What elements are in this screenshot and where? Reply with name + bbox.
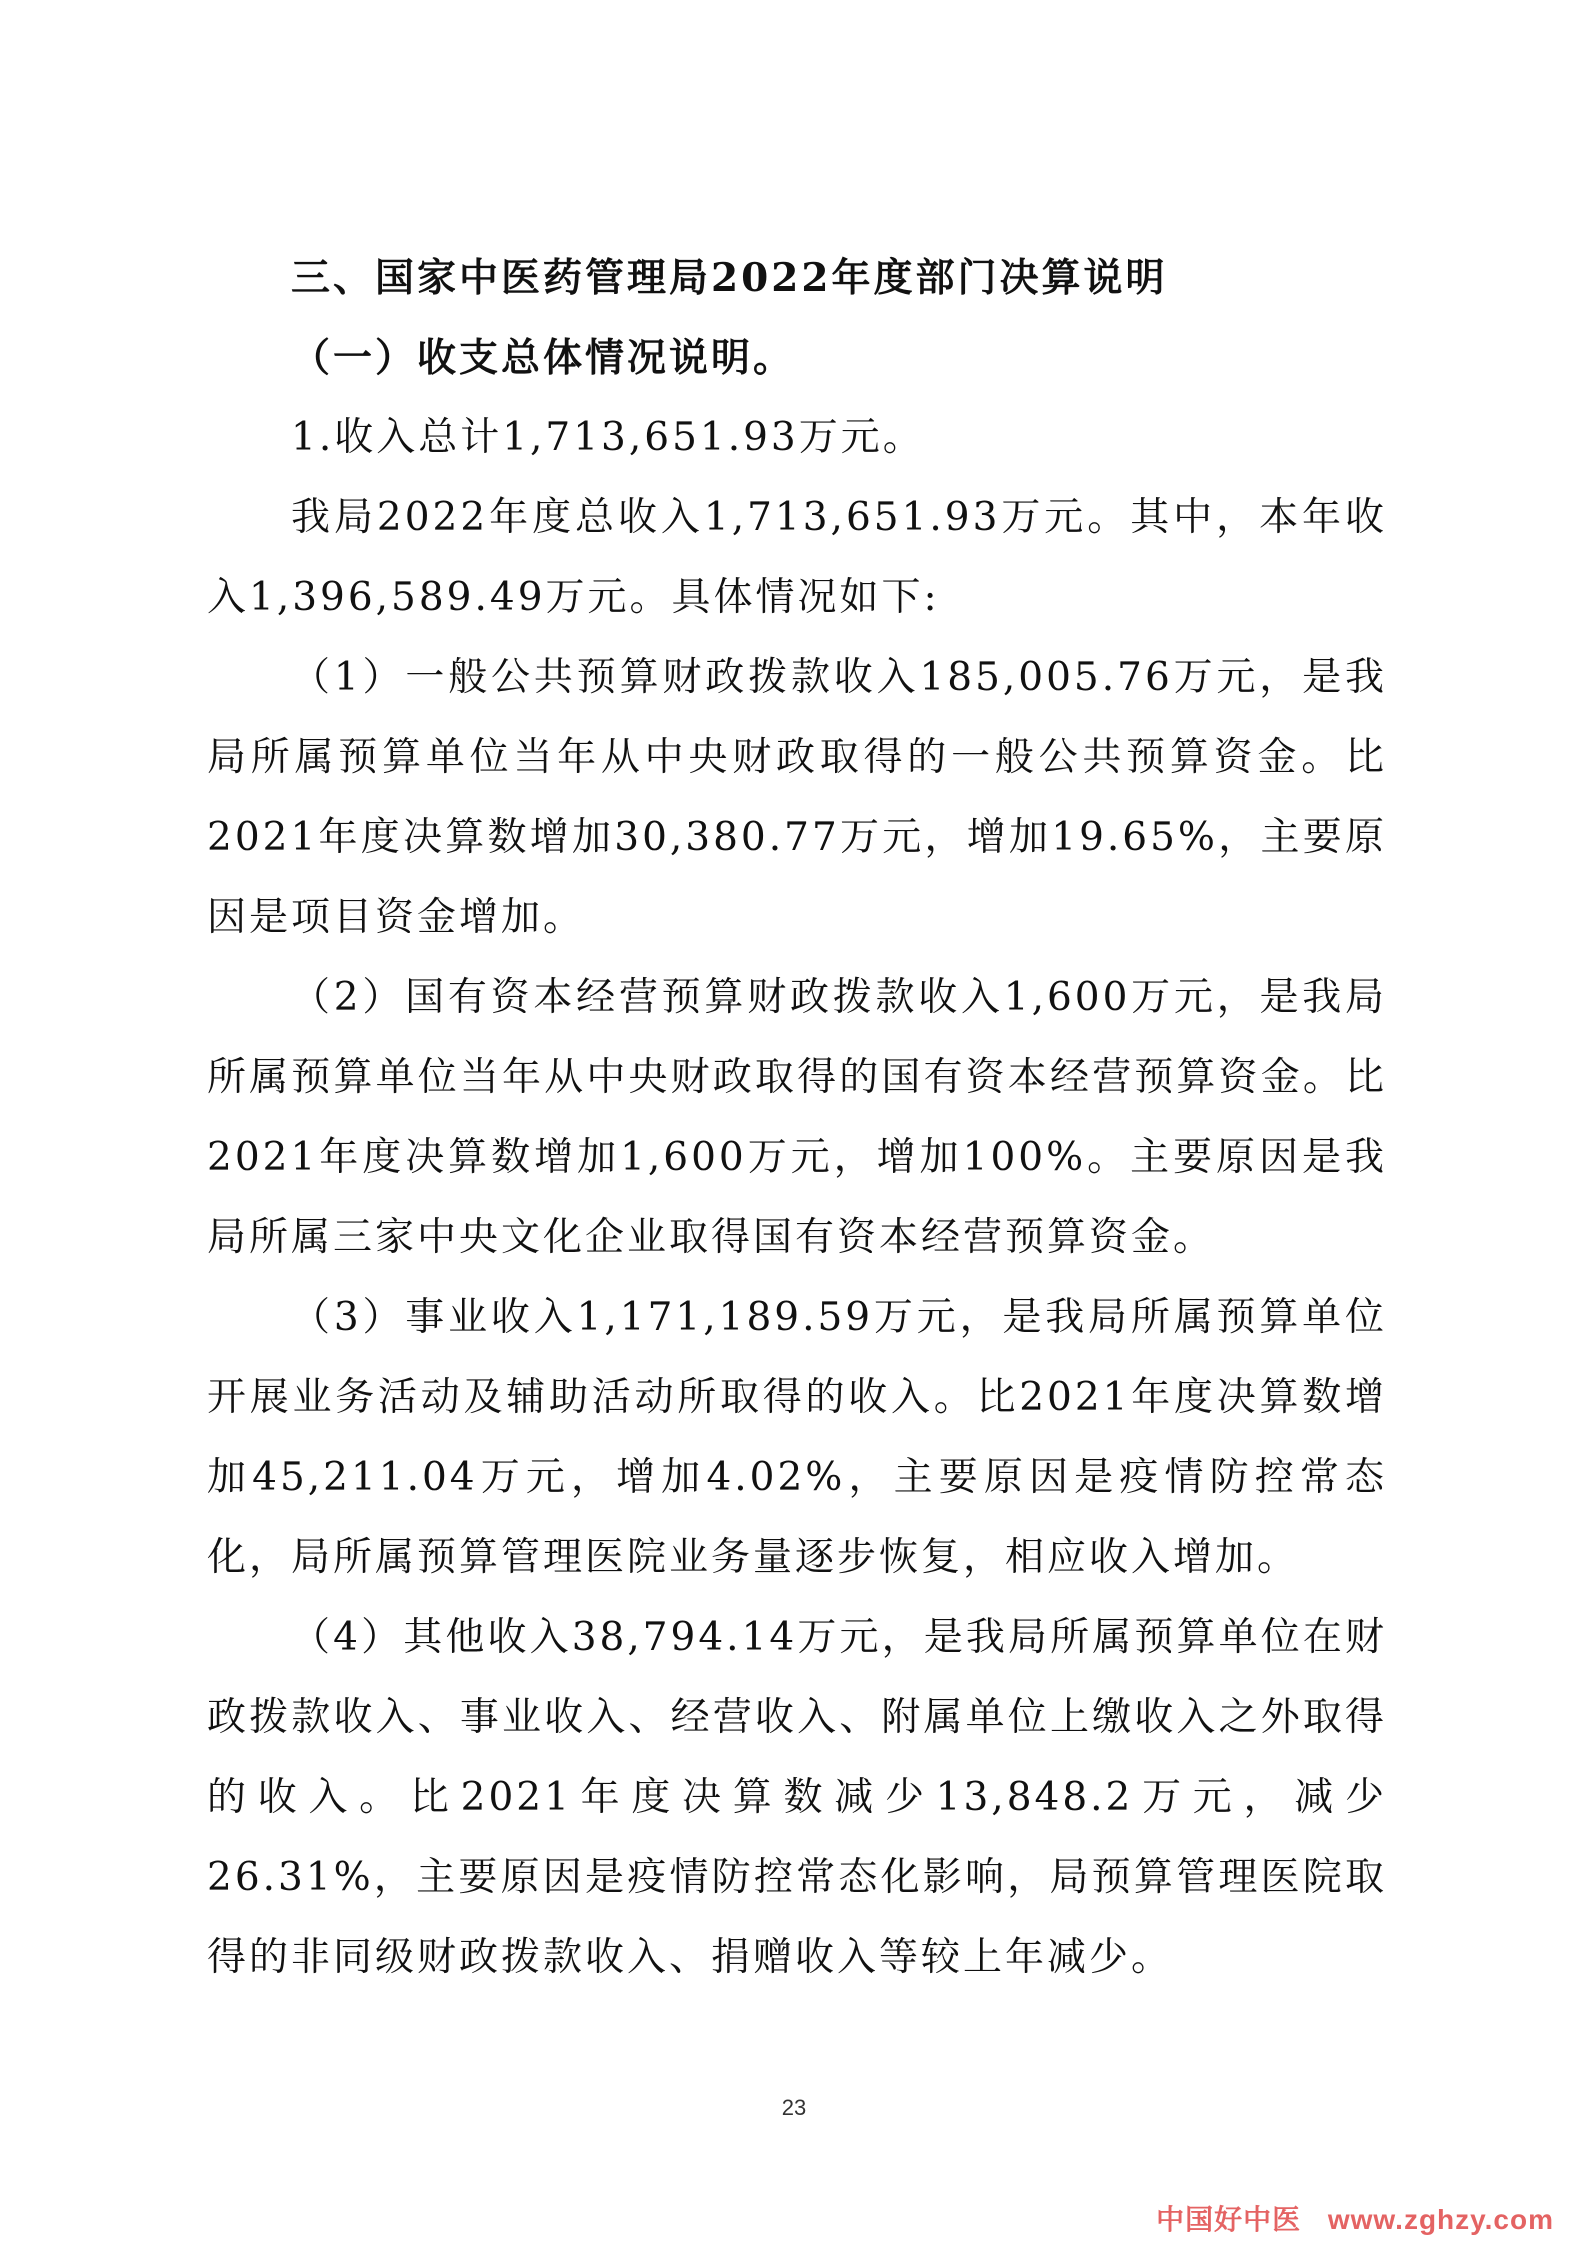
business-income-paragraph: （3）事业收入1,171,189.59万元，是我局所属预算单位开展业务活动及辅助活动所取得的收入。比2021年度决算数增加45,211.04万元，增加4.02%，主要原因是疫情防控常态化，局所属预算管理医院业务量逐步恢复，相应收入增加。 (207, 1295, 1387, 1580)
general-budget-paragraph: （1）一般公共预算财政拨款收入185,005.76万元，是我局所属预算单位当年从中央财政取得的一般公共预算资金。比2021年度决算数增加30,380.77万元，增加19.65%，主要原因是项目资金增加。 (207, 655, 1387, 940)
other-income-paragraph: （4）其他收入38,794.14万元，是我局所属预算单位在财政拨款收入、事业收入、经营收入、附属单位上缴收入之外取得的收入。比2021年度决算数减少13,848.2万元，减少26.31%，主要原因是疫情防控常态化影响，局预算管理医院取得的非同级财政拨款收入、捐赠收入等较上年减少。 (207, 1615, 1387, 1980)
section-title: 三、国家中医药管理局2022年度部门决算说明 (291, 255, 1168, 301)
watermark-url: www.zghzy.com (1327, 2204, 1554, 2235)
page-number: 23 (781, 2095, 807, 2120)
subsection-title: （一）收支总体情况说明。 (291, 335, 796, 381)
document-body (207, 238, 1387, 1998)
state-capital-paragraph: （2）国有资本经营预算财政拨款收入1,600万元，是我局所属预算单位当年从中央财政取得的国有资本经营预算资金。比2021年度决算数增加1,600万元，增加100%。主要原因是我局所属三家中央文化企业取得国有资本经营预算资金。 (207, 975, 1387, 1260)
income-summary-paragraph: 我局2022年度总收入1,713,651.93万元。其中，本年收入1,396,589.49万元。具体情况如下: (207, 495, 1387, 620)
watermark-name: 中国好中医 (1156, 2204, 1302, 2235)
site-watermark (1156, 2198, 1554, 2238)
income-total-paragraph: 1.收入总计1,713,651.93万元。 (291, 415, 925, 460)
